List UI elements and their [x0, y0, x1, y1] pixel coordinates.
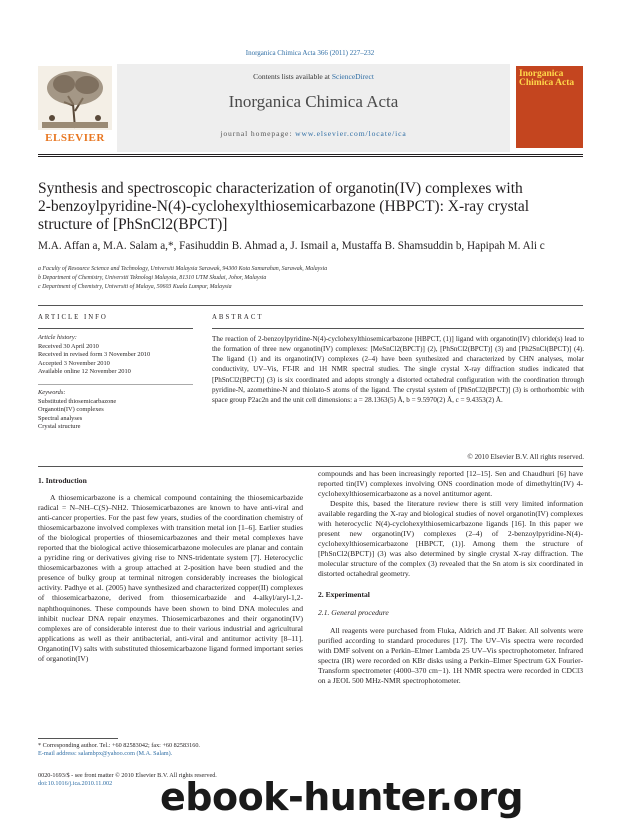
history-label: Article history:: [38, 334, 77, 341]
abstract-heading: ABSTRACT: [212, 314, 264, 321]
title-line-1: Synthesis and spectroscopic characterization of organotin(IV) complexes with: [38, 180, 523, 197]
right-paragraph-2: Despite this, based the literature review there is still very limited information available regarding the X-ray and biological studies of novel organotin(IV) complexes with heterocyclic N(4)-cyclohexylthiosemicarbazone ligands [16]. In this paper we present new organotin(IV) complexes (2–4) of 2-benzoylpyridine-N(4)-cyclohexylthiosemicarbazone [HBPCT, (1)]. Among them the structure of [PhSnCl2(BPCT)] (3) was also determined by single crystal X-ray diffraction. The molecular structure of the complex (3) revealed that the Sn atom is six coordinated in distorted octahedral geometry.: [318, 499, 583, 579]
intro-paragraph-1: A thiosemicarbazone is a chemical compound containing the thiosemicarbazide radical = N–NH–C(S)–NH2. Thiosemicarbazones are known to have anti-viral and anti-cancer properties. For the past few years, studies of the coordination chemistry of thiosemicarbazone involved complexes with transition metal ion [1–6]. Earlier studies of the biological properties of thiosemicarbazones and their metal complexes have reported that the biological active thiosemicarbazone molecules are planar and contain a pyridine ring or derivatives giving rise to NNS-tridentate system [7]. Heterocyclic thiosemicarbazones with a group attached at 2-position have been studied and the presence of bulky group at terminal nitrogen considerably increases the biological activity. Padhye et al. (2005) have synthesized and characterized copper(II) complexes of thiosemicarbazone, derived from thiosemicarbazide and 4-alkyl/aryl-1,2-naphthoquinones. These compounds have been shown to bind DNA molecules and inhibit nuclear DNA repair enzymes. Thiosemicarbazones and their organotin(IV) complexes are of considerable interest due to their various industrial and agricultural applications as well as their antibacterial, anti-viral and antitumor activity [8–11]. Organotin(IV) salts with substituted thiosemicarbazone ligand formed important series of organotin(IV): [38, 493, 303, 663]
homepage-link[interactable]: www.elsevier.com/locate/ica: [295, 129, 407, 138]
affiliation-c: c Department of Chemistry, Universiti of Malaya, 50603 Kuala Lumpur, Malaysia: [38, 284, 232, 290]
author-email[interactable]: E-mail address: salambpx@yahoo.com (M.A. Salam).: [38, 750, 173, 757]
footnote-block: [38, 742, 303, 758]
history-received: Received 30 April 2010: [38, 342, 99, 350]
history-online: Available online 12 November 2010: [38, 368, 131, 376]
right-paragraph-1: compounds and has been increasingly reported [12–15]. Sen and Chaudhuri [6] have reported tin(IV) complexes involving ONS coordination mode of dimethyltin(IV) 4-cyclohexylthiosemicarbazone as a novel antitumor agent.: [318, 469, 583, 499]
header-rule-2: [38, 156, 583, 157]
keyword-3: Spectral analyses: [38, 414, 83, 422]
info-rule: [38, 328, 193, 329]
right-paragraph-3: All reagents were purchased from Fluka, Aldrich and JT Baker. All solvents were purified according to standard procedures [17]. The UV–Vis spectra were recorded with DMF solvent on a Perkin–Elmer Lambda 25 UV–Vis spectrophotometer. Infrared spectra (IR) were recorded on KBr disks using a Perkin–Elmer Spectrum GX Fourier-Transform spectrometer (4000–370 cm−1). 1H NMR spectra were recorded in CDCl3 on a JEOL 500 MHz-NMR spectrophotometer.: [318, 625, 583, 685]
elsevier-wordmark: ELSEVIER: [45, 132, 105, 144]
abstract-bottom-rule: [38, 466, 583, 467]
intro-paragraph: [38, 493, 303, 664]
sciencedirect-link[interactable]: ScienceDirect: [331, 72, 374, 81]
journal-homepage: [117, 129, 510, 138]
contents-prefix: Contents lists available at: [253, 72, 332, 81]
header-rule: [38, 154, 583, 155]
article-info-heading: ARTICLE INFO: [38, 314, 108, 321]
experimental-heading: 2. Experimental: [318, 589, 370, 599]
contents-availability: [117, 72, 510, 81]
cover-title: Inorganica Chimica Acta: [519, 69, 575, 88]
journal-name: Inorganica Chimica Acta: [228, 92, 399, 111]
right-column: [318, 469, 583, 686]
history-revised: Received in revised form 3 November 2010: [38, 351, 151, 359]
article-history: [38, 334, 193, 377]
general-procedure-heading: 2.1. General procedure: [318, 607, 389, 617]
homepage-prefix: journal homepage:: [220, 129, 296, 138]
info-divider: [38, 384, 193, 385]
doi-link[interactable]: doi:10.1016/j.ica.2010.11.002: [38, 780, 113, 787]
title-line-2: 2-benzoylpyridine-N(4)-cyclohexylthiosemicarbazone (HBPCT): X-ray crystal: [38, 198, 530, 215]
issn-line: 0020-1693/$ - see front matter © 2010 Elsevier B.V. All rights reserved.: [38, 772, 217, 779]
corresponding-author: * Corresponding author. Tel.: +60 82583042; fax: +60 82583160.: [38, 742, 200, 749]
keywords-label: Keywords:: [38, 389, 66, 396]
footnote-rule: [38, 738, 118, 739]
history-accepted: Accepted 3 November 2010: [38, 359, 110, 367]
keyword-4: Crystal structure: [38, 423, 81, 431]
keyword-2: Organotin(IV) complexes: [38, 406, 104, 414]
abstract-copyright: © 2010 Elsevier B.V. All rights reserved.: [467, 453, 584, 461]
keyword-1: Substituted thiosemicarbazone: [38, 397, 117, 405]
keywords-block: [38, 389, 193, 432]
affiliation-b: b Department of Chemistry, Universiti Teknologi Malaysia, 81310 UTM Skudai, Johor, Malaysia: [38, 275, 267, 281]
ebook-hunter-watermark: ebook-hunter.org: [160, 775, 524, 819]
article-title: [38, 180, 588, 234]
intro-heading: 1. Introduction: [38, 476, 87, 485]
title-line-3: structure of [PhSnCl2(BPCT)]: [38, 216, 228, 233]
top-rule: [38, 305, 583, 306]
abstract-rule: [212, 328, 584, 329]
affiliation-a: a Faculty of Resource Science and Technology, Universiti Malaysia Sarawak, 94300 Kota Samarahan, Sarawak, Malaysia: [38, 266, 328, 272]
author-list: M.A. Affan a, M.A. Salam a,*, Fasihuddin B. Ahmad a, J. Ismail a, Mustaffa B. Shamsuddin b, Hapipah M. Ali c: [38, 240, 545, 252]
abstract-text: The reaction of 2-benzoylpyridine-N(4)-cyclohexylthiosemicarbazone [HBPCT, (1)] ligand with organotin(IV) chloride(s) lead to the formation of three new organotin(IV) complexes: [MeSnCl2(BPCT)] (2), [PhSnCl2(BPCT)] (3) and [Ph2SnCl(BPCT)] (4). The ligand (1) and its organotin(IV) complexes (2–4) have been synthesized and characterized by CHN analyses, molar conductivity, UV–Vis, FT-IR and 1H NMR spectral studies. The single crystal X-ray diffraction studies indicated that [PhSnCl2(BPCT)] (3) is six coordinated and adopts strongly a distorted octahedral configuration with the coordination through pyridine-N, azomethine-N and thiolato-S atoms of the ligand. The crystal system of [PhSnCl2(BPCT)] (3) is orthorhombic with space group P2ac2n and the unit cell dimensions: a = 28.1363(5) Å, b = 9.5970(2) Å, c = 9.4353(2) Å.: [212, 335, 584, 404]
journal-citation[interactable]: Inorganica Chimica Acta 366 (2011) 227–232: [245, 49, 375, 57]
